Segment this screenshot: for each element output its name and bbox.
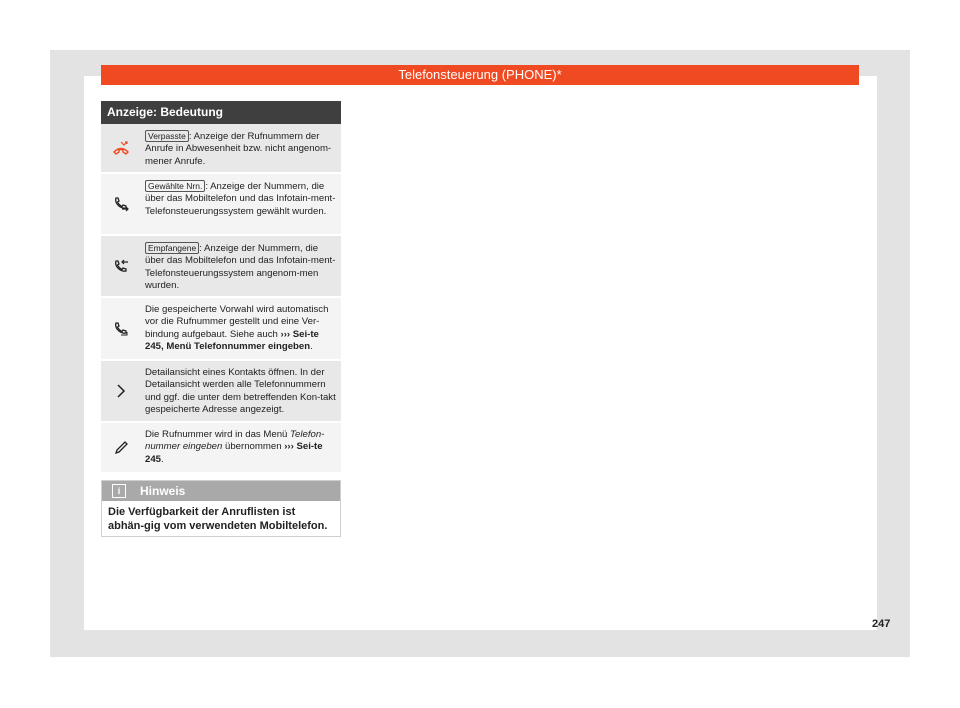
missed-calls-key: Verpasste bbox=[145, 130, 189, 142]
row-text: Die gespeicherte Vorwahl wird automatisch vor die Rufnummer gestellt und eine Ver-bindung aufgebaut. Siehe auch bbox=[145, 304, 329, 340]
row-text: : Anzeige der Nummern, die über das Mobiltelefon und das Infotain-ment-Telefonsteuerungssystem angenom-men wurden. bbox=[145, 243, 336, 291]
table-row bbox=[101, 361, 341, 423]
note-body: Die Verfügbarkeit der Anruflisten ist abhän-gig vom verwendeten Mobiltelefon. bbox=[108, 506, 328, 532]
page-title: Telefonsteuerung (PHONE)* bbox=[101, 65, 859, 85]
received-calls-key: Empfangene bbox=[145, 242, 199, 254]
page-reference-link[interactable]: ››› Sei-te 245 bbox=[145, 441, 323, 465]
table-row bbox=[101, 236, 341, 298]
info-icon: i bbox=[112, 484, 126, 498]
row-text: : Anzeige der Rufnummern der Anrufe in Abwesenheit bzw. nicht angenom-mener Anrufe. bbox=[145, 131, 332, 167]
page-reference-link[interactable]: ››› Sei-te 245, Menü Telefonnummer eingeben bbox=[145, 328, 319, 352]
row-text: Detailansicht eines Kontakts öffnen. In der Detailansicht werden alle Telefonnummern und ggf. die unter dem betreffenden Kon-takt gespeicherte Adresse angezeigt. bbox=[145, 367, 336, 415]
dialed-numbers-key: Gewählte Nrn. bbox=[145, 180, 205, 192]
note-title: Hinweis bbox=[140, 484, 186, 498]
row-text: : Anzeige der Nummern, die über das Mobiltelefon und das Infotain-ment-Telefonsteuerungssystem gewählt wurden. bbox=[145, 181, 336, 217]
table-header: Anzeige: Bedeutung bbox=[101, 101, 341, 124]
missed-call-icon bbox=[112, 141, 130, 155]
received-call-icon bbox=[113, 258, 129, 274]
table-row bbox=[101, 124, 341, 174]
table-row: Die gespeicherte Vorwahl wird automatisch vor die Rufnummer gestellt und eine Ver-bindung aufgebaut. Siehe auch ››› Sei-te 245, Menü Telefonnummer eingeben. bbox=[101, 298, 341, 361]
table-row: Die Rufnummer wird in das Menü Telefon-nummer eingeben übernommen ››› Sei-te 245. bbox=[101, 423, 341, 474]
note-box bbox=[101, 480, 341, 537]
prefix-call-icon bbox=[113, 321, 129, 337]
chevron-right-icon bbox=[116, 383, 126, 399]
page-number: 247 bbox=[872, 618, 891, 630]
indicator-table bbox=[101, 101, 341, 474]
dialed-call-icon bbox=[113, 196, 129, 212]
table-row bbox=[101, 174, 341, 236]
menu-name: Telefon-nummer eingeben bbox=[145, 429, 325, 453]
pencil-icon bbox=[113, 440, 129, 456]
